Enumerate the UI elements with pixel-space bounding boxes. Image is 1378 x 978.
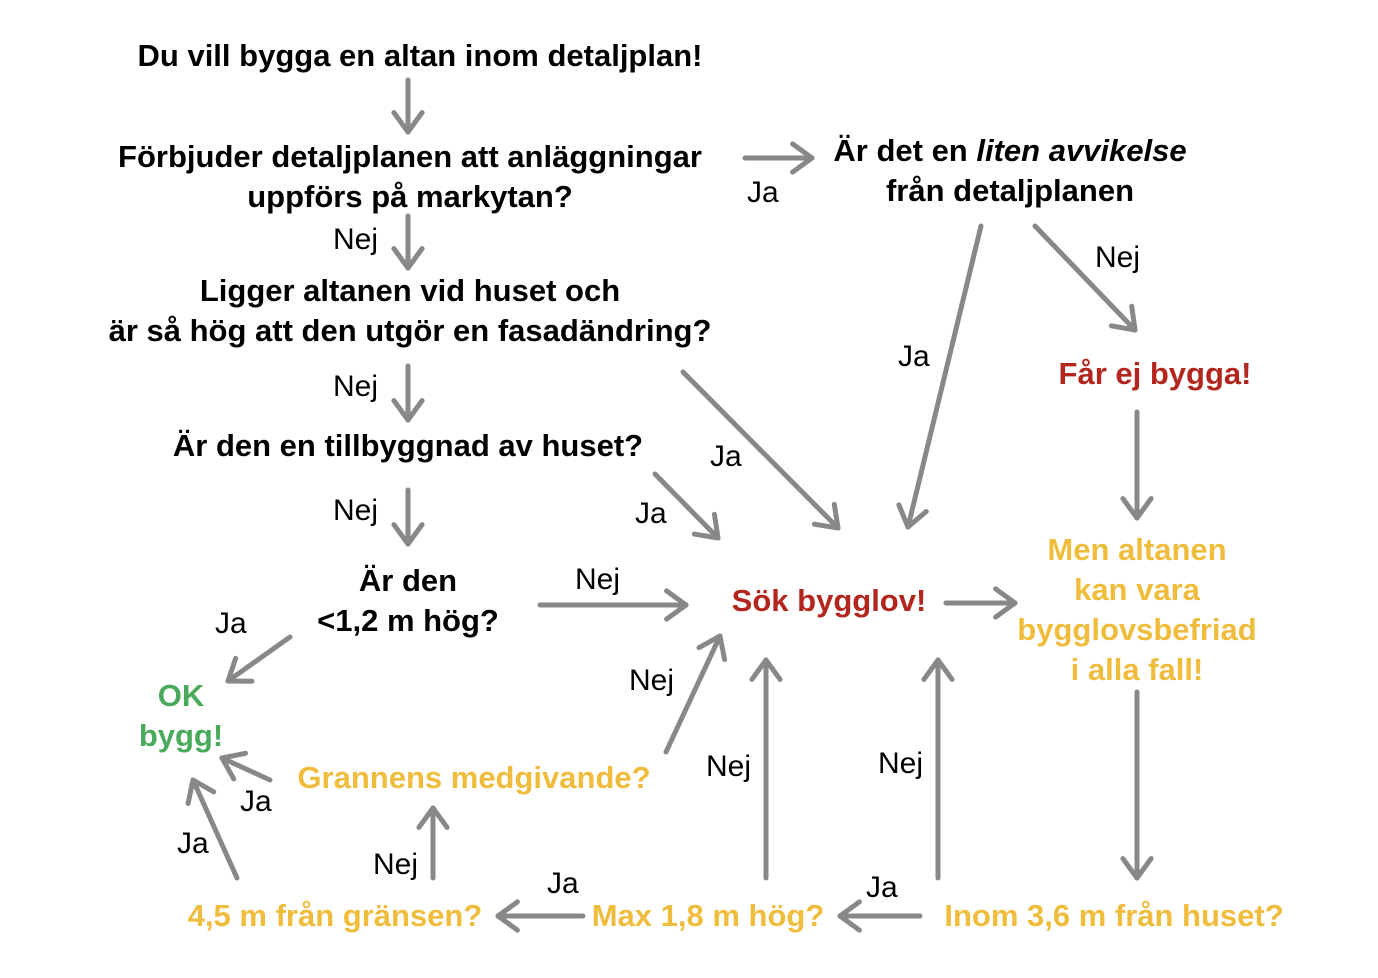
result-maybe-exempt xyxy=(1017,530,1256,690)
label-forbid-ja: Ja xyxy=(747,176,779,209)
label-extension-nej: Nej xyxy=(333,494,379,527)
question-forbid-line-1: Förbjuder detaljplanen att anläggningar xyxy=(118,139,702,174)
question-deviation-line-2: från detaljplanen xyxy=(885,173,1135,208)
label-deviation-nej: Nej xyxy=(1095,241,1141,274)
question-within-house: Inom 3,6 m från huset? xyxy=(944,898,1284,933)
arrow-border-to-neighbor xyxy=(419,808,447,878)
result-ok-build xyxy=(139,676,223,756)
label-forbid-nej: Nej xyxy=(333,223,379,256)
question-height-line-1: Är den xyxy=(358,563,458,598)
result-no-build: Får ej bygga! xyxy=(1058,356,1252,391)
label-neighbor-nej: Nej xyxy=(629,664,675,697)
arrow-within-to-apply xyxy=(924,660,952,878)
question-forbid-line-2: uppförs på markytan? xyxy=(247,179,573,214)
arrow-neighbor-to-apply xyxy=(666,636,725,752)
question-deviation-prefix: Är det en xyxy=(833,133,977,168)
arrow-no-build-to-exempt xyxy=(1123,412,1151,518)
question-deviation-emphasis: liten avvikelse xyxy=(976,133,1187,168)
question-facade-line-1: Ligger altanen vid huset och xyxy=(199,273,621,308)
arrow-start-to-forbid xyxy=(394,80,422,132)
arrow-max-to-apply xyxy=(752,660,780,878)
label-border-ja: Ja xyxy=(177,827,209,860)
exempt-line-3: bygglovsbefriad xyxy=(1017,612,1257,647)
question-height-line-2: <1,2 m hög? xyxy=(317,603,499,638)
exempt-line-1: Men altanen xyxy=(1047,532,1227,567)
label-max-nej: Nej xyxy=(706,750,752,783)
label-height-nej: Nej xyxy=(575,563,621,596)
question-forbid xyxy=(118,137,702,217)
exempt-line-4: i alla fall! xyxy=(1070,652,1204,687)
arrow-facade-to-extension xyxy=(394,366,422,420)
label-height-ja: Ja xyxy=(215,607,247,640)
arrow-forbid-to-deviation xyxy=(745,144,812,172)
question-border-distance: 4,5 m från gränsen? xyxy=(187,898,483,933)
start-text: Du vill bygga en altan inom detaljplan! xyxy=(137,38,703,73)
ok-line-1: OK xyxy=(157,678,205,713)
label-within-nej: Nej xyxy=(878,747,924,780)
question-deviation xyxy=(833,131,1186,211)
question-facade xyxy=(109,271,712,351)
label-neighbor-ja: Ja xyxy=(240,785,272,818)
label-within-ja: Ja xyxy=(866,871,898,904)
arrow-exempt-to-within xyxy=(1123,692,1151,878)
arrow-height-to-ok xyxy=(228,637,290,681)
arrow-facade-to-apply xyxy=(683,372,838,528)
question-extension: Är den en tillbyggnad av huset? xyxy=(172,428,644,463)
label-max-ja: Ja xyxy=(547,867,579,900)
arrow-deviation-to-apply xyxy=(899,226,981,527)
result-apply-permit: Sök bygglov! xyxy=(731,583,927,618)
label-extension-ja: Ja xyxy=(635,497,667,530)
question-neighbor: Grannens medgivande? xyxy=(297,760,651,795)
exempt-line-2: kan vara xyxy=(1074,572,1200,607)
question-facade-line-2: är så hög att den utgör en fasadändring? xyxy=(108,313,712,348)
arrow-forbid-to-facade xyxy=(394,216,422,268)
label-facade-ja: Ja xyxy=(710,440,742,473)
question-deviation-line-1 xyxy=(833,131,1186,171)
question-max-height: Max 1,8 m hög? xyxy=(591,898,825,933)
label-deviation-ja: Ja xyxy=(898,340,930,373)
arrow-max-to-border xyxy=(498,902,583,930)
ok-line-2: bygg! xyxy=(138,718,224,753)
arrow-within-to-max xyxy=(840,902,920,930)
arrow-apply-to-exempt xyxy=(946,589,1015,617)
label-facade-nej: Nej xyxy=(333,370,379,403)
question-height xyxy=(317,561,499,641)
arrow-neighbor-to-ok xyxy=(222,753,270,780)
arrow-extension-to-height xyxy=(394,490,422,544)
label-border-nej: Nej xyxy=(373,848,419,881)
